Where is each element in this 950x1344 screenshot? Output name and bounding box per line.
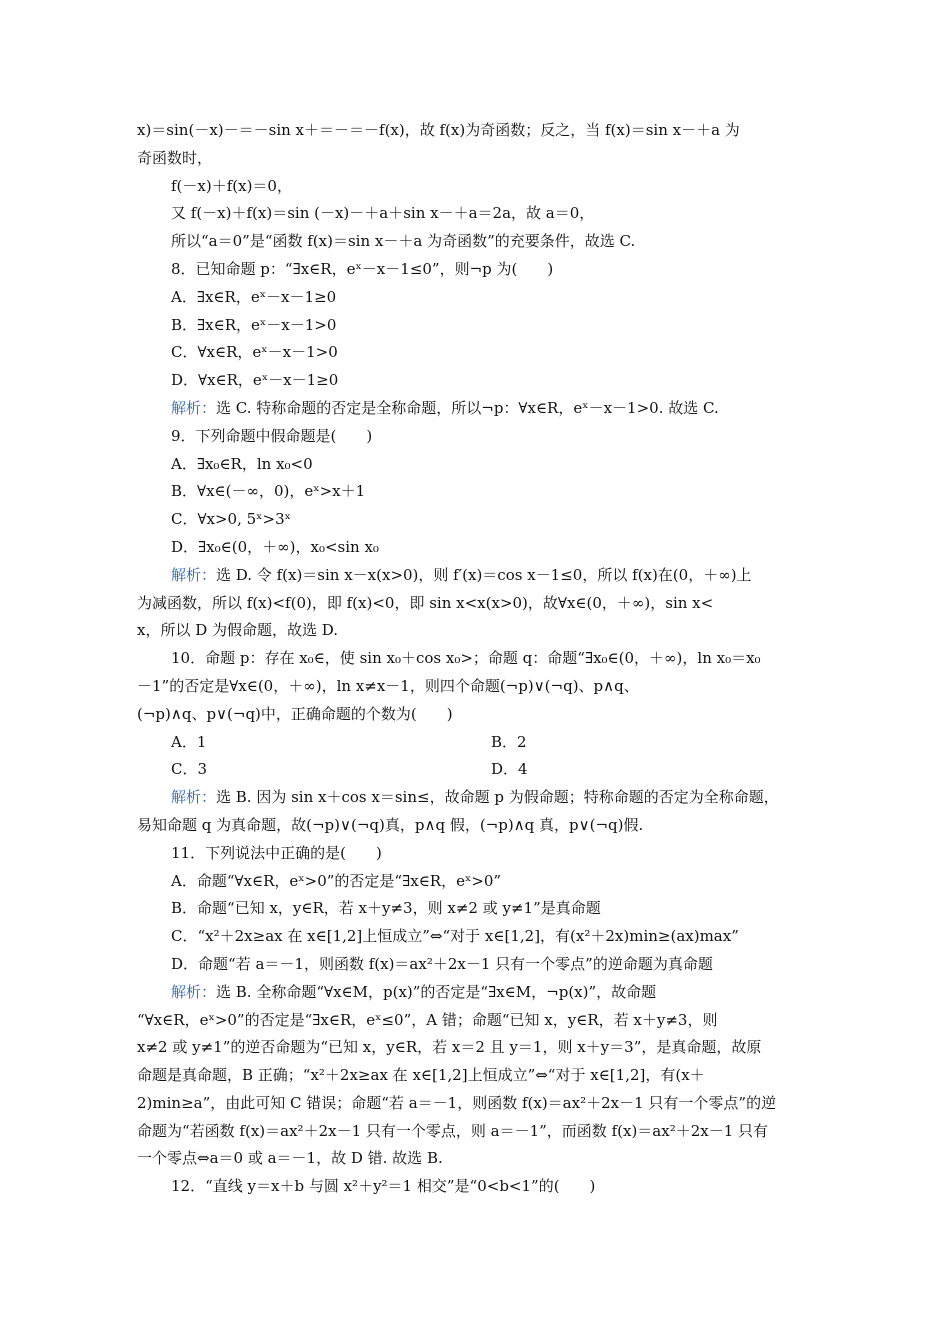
text-line: 2)min≥a”，由此可知 C 错误；命题“若 a＝－1，则函数 f(x)＝ax²＋2x－1 只有一个零点”的逆: [137, 1093, 777, 1112]
question-11-option-a: A．命题“∀x∈R，eˣ>0”的否定是“∃x∈R，eˣ>0”: [171, 871, 502, 890]
question-9-option-c: C．∀x>0, 5ˣ>3ˣ: [171, 510, 292, 529]
question-10-analysis: [137, 784, 837, 812]
text-line: x)＝sin(－x)－＝－sin x＋＝－＝－f(x)，故 f(x)为奇函数；反之，当 f(x)＝sin x－＋a 为: [137, 121, 740, 139]
analysis-text: 选 C. 特称命题的否定是全称命题，所以¬p：∀x∈R，eˣ－x－1>0. 故选 C.: [216, 398, 719, 417]
text-line: 命题是真命题，B 正确；“x²＋2x≥ax 在 x∈[1,2]上恒成立”⇔“对于 x∈[1,2]，有(x＋: [137, 1066, 705, 1085]
document-body: [137, 117, 837, 1201]
text-line: 所以“a＝0”是“函数 f(x)＝sin x－＋a 为奇函数”的充要条件，故选 C.: [171, 232, 636, 251]
question-12-stem: 12．“直线 y＝x＋b 与圆 x²＋y²＝1 相交”是“0<b<1”的( ): [171, 1177, 596, 1196]
text-line: f(－x)＋f(x)＝0，: [171, 176, 292, 195]
question-11-stem: 11．下列说法中正确的是( ): [171, 843, 382, 862]
question-8-option-b: B．∃x∈R，eˣ－x－1>0: [171, 315, 337, 334]
question-11-option-c: C．“x²＋2x≥ax 在 x∈[1,2]上恒成立”⇔“对于 x∈[1,2]，有(x²＋2x)min≥(ax)max”: [171, 927, 739, 946]
question-8-analysis: [137, 395, 837, 423]
question-9-option-a: A．∃x₀∈R，ln x₀<0: [171, 454, 313, 473]
analysis-text: 选 D. 令 f(x)＝sin x－x(x>0)，则 f′(x)＝cos x－1≤0，所以 f(x)在(0，＋∞)上: [216, 565, 752, 584]
question-9-option-d: D．∃x₀∈(0，＋∞)，x₀<sin x₀: [171, 537, 379, 556]
text-line: “∀x∈R，eˣ>0”的否定是“∃x∈R，eˣ≤0”，A 错；命题“已知 x，y∈R，若 x＋y≠3，则: [137, 1010, 718, 1029]
question-11-option-d: D．命题“若 a＝－1，则函数 f(x)＝ax²＋2x－1 只有一个零点”的逆命题为真命题: [171, 954, 713, 973]
question-11-analysis: [137, 979, 837, 1007]
analysis-label: 解析：: [171, 982, 217, 1001]
text-line: (¬p)∧q、p∨(¬q)中，正确命题的个数为( ): [137, 704, 453, 723]
question-11-option-b: B．命题“已知 x，y∈R，若 x＋y≠3，则 x≠2 或 y≠1”是真命题: [171, 899, 601, 918]
question-10-option-a: A．1: [171, 732, 207, 751]
text-line: 命题为“若函数 f(x)＝ax²＋2x－1 只有一个零点，则 a＝－1”，而函数 f(x)＝ax²＋2x－1 只有: [137, 1121, 769, 1140]
analysis-label: 解析：: [171, 565, 217, 584]
text-line: x≠2 或 y≠1”的逆否命题为“已知 x，y∈R，若 x＝2 且 y＝1，则 x＋y＝3”，是真命题，故原: [137, 1038, 762, 1057]
text-line: 奇函数时，: [137, 148, 213, 167]
text-line: 易知命题 q 为真命题，故(¬p)∨(¬q)真，p∧q 假，(¬p)∧q 真，p∨(¬q)假.: [137, 815, 644, 834]
question-10-options-row-2: [137, 756, 837, 784]
question-10-option-c: C．3: [171, 760, 208, 779]
question-8-stem: 8．已知命题 p：“∃x∈R，eˣ－x－1≤0”，则¬p 为( ): [171, 259, 554, 278]
analysis-label: 解析：: [171, 398, 217, 417]
question-10-option-b: B．2: [491, 732, 527, 751]
analysis-text: 选 B. 因为 sin x＋cos x＝sin≤，故命题 p 为假命题；特称命题的否定为全称命题，: [216, 788, 779, 807]
question-8-option-a: A．∃x∈R，eˣ－x－1≥0: [171, 287, 337, 306]
question-8-option-d: D．∀x∈R，eˣ－x－1≥0: [171, 371, 339, 390]
question-10-options-row-1: [137, 729, 837, 757]
text-line: 为减函数，所以 f(x)<f(0)，即 f(x)<0，即 sin x<x(x>0)，故∀x∈(0，＋∞)，sin x<: [137, 593, 714, 612]
text-line: －1”的否定是∀x∈(0，＋∞)，ln x≠x－1，则四个命题(¬p)∨(¬q)、p∧q、: [137, 676, 639, 695]
question-10-option-d: D．4: [491, 760, 528, 779]
text-line: 一个零点⇔a＝0 或 a＝－1，故 D 错. 故选 B.: [137, 1149, 443, 1168]
analysis-label: 解析：: [171, 788, 217, 807]
text-line: x，所以 D 为假命题，故选 D.: [137, 621, 339, 640]
question-9-stem: 9．下列命题中假命题是( ): [171, 426, 373, 445]
text-line: 又 f(－x)＋f(x)＝sin (－x)－＋a＋sin x－＋a＝2a，故 a＝0，: [171, 204, 595, 223]
question-10-stem: 10．命题 p：存在 x₀∈，使 sin x₀＋cos x₀>；命题 q：命题“∃x₀∈(0，＋∞)，ln x₀＝x₀: [171, 649, 761, 668]
question-9-analysis: [137, 562, 837, 590]
question-8-option-c: C．∀x∈R，eˣ－x－1>0: [171, 343, 338, 362]
question-9-option-b: B．∀x∈(－∞，0)，eˣ>x＋1: [171, 482, 366, 501]
analysis-text: 选 B. 全称命题“∀x∈M，p(x)”的否定是“∃x∈M，¬p(x)”，故命题: [216, 982, 657, 1001]
